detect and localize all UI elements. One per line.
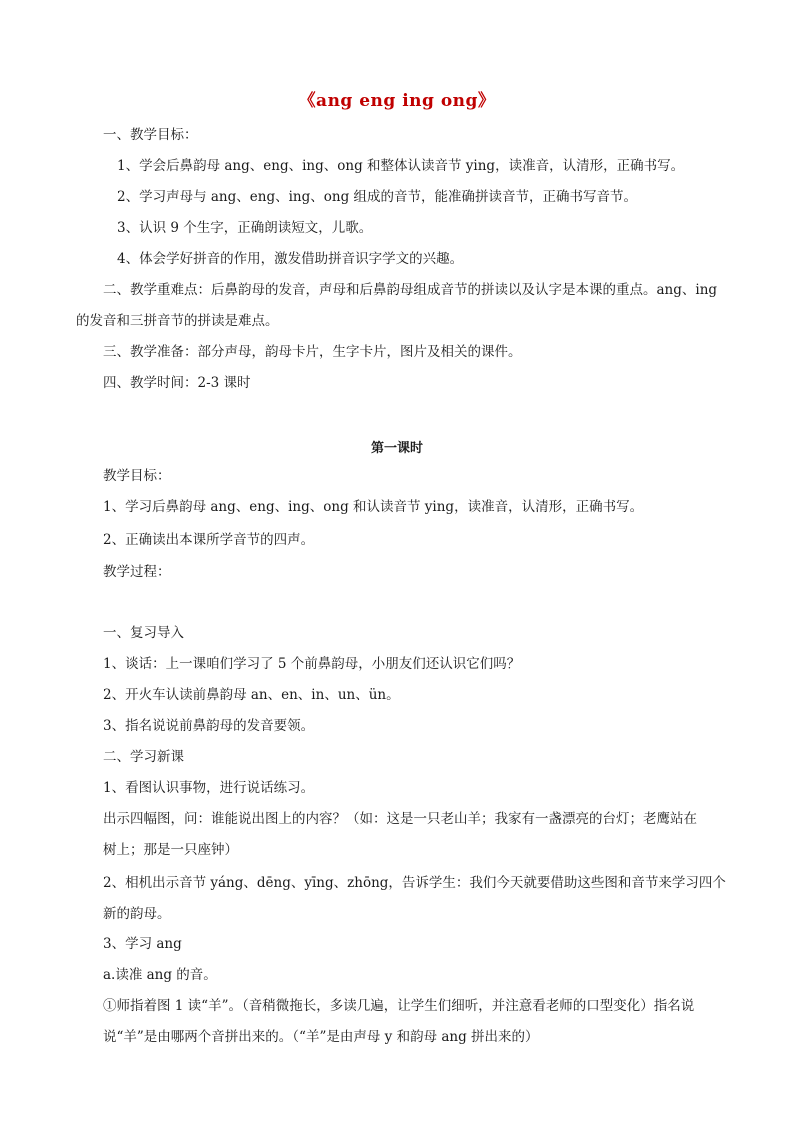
show-pictures-line-1: 出示四幅图，问：谁能说出图上的内容？（如：这是一只老山羊；我家有一盏漂亮的台灯；老鹰站在 (103, 811, 697, 827)
new-lesson-step-2-line-2: 新的韵母。 (103, 906, 171, 922)
step-1-line-2: 说“羊”是由哪两个音拼出来的。（“羊”是由声母 y 和韵母 ang 拼出来的） (103, 1029, 539, 1045)
preparation-line: 三、教学准备：部分声母，韵母卡片，生字卡片，图片及相关的课件。 (103, 344, 522, 360)
lesson-goals-heading: 教学目标： (103, 468, 171, 484)
sub-step-a: a.读准 ang 的音。 (103, 967, 217, 983)
objective-item-3: 3、认识 9 个生字，正确朗读短文，儿歌。 (117, 220, 373, 236)
time-line: 四、教学时间：2-3 课时 (103, 375, 251, 391)
new-lesson-step-3: 3、学习 ang (103, 936, 182, 952)
new-lesson-heading: 二、学习新课 (103, 749, 184, 765)
objective-item-1: 1、学会后鼻韵母 ang、eng、ing、ong 和整体认读音节 ying，读准音，认清形，正确书写。 (117, 158, 685, 174)
show-pictures-line-2: 树上；那是一只座钟） (103, 842, 238, 858)
document-title: 《ang eng ing ong》 (298, 91, 496, 111)
review-item-1: 1、谈话：上一课咱们学习了 5 个前鼻韵母，小朋友们还认识它们吗？ (103, 656, 521, 672)
new-lesson-step-2-line-1: 2、相机出示音节 yáng、dēng、yīng、zhōng，告诉学生：我们今天就要借助这些图和音节来学习四个 (103, 875, 726, 891)
new-lesson-step-1: 1、看图认识事物，进行说话练习。 (103, 780, 315, 796)
lesson-goal-1: 1、学习后鼻韵母 ang、eng、ing、ong 和认读音节 ying，读准音，认清形，正确书写。 (103, 499, 644, 515)
key-points-line-2: 的发音和三拼音节的拼读是难点。 (76, 313, 279, 329)
key-points-line-1: 二、教学重难点：后鼻韵母的发音，声母和后鼻韵母组成音节的拼读以及认字是本课的重点。ang、ing (103, 282, 718, 298)
lesson-goal-2: 2、正确读出本课所学音节的四声。 (103, 532, 315, 548)
review-heading: 一、复习导入 (103, 625, 184, 641)
objective-item-4: 4、体会学好拼音的作用，激发借助拼音识字学文的兴趣。 (117, 251, 464, 267)
review-item-2: 2、开火车认读前鼻韵母 an、en、in、un、ün。 (103, 687, 400, 703)
step-1-line-1: ①师指着图 1 读“羊”。（音稍微拖长，多读几遍，让学生们细听，并注意看老师的口型变化）指名说 (103, 998, 695, 1014)
objective-item-2: 2、学习声母与 ang、eng、ing、ong 组成的音节，能准确拼读音节，正确书写音节。 (117, 189, 637, 205)
process-heading: 教学过程： (103, 564, 171, 580)
lesson-title: 第一课时 (370, 441, 423, 456)
section1-heading: 一、教学目标： (103, 127, 198, 143)
review-item-3: 3、指名说说前鼻韵母的发音要领。 (103, 718, 315, 734)
